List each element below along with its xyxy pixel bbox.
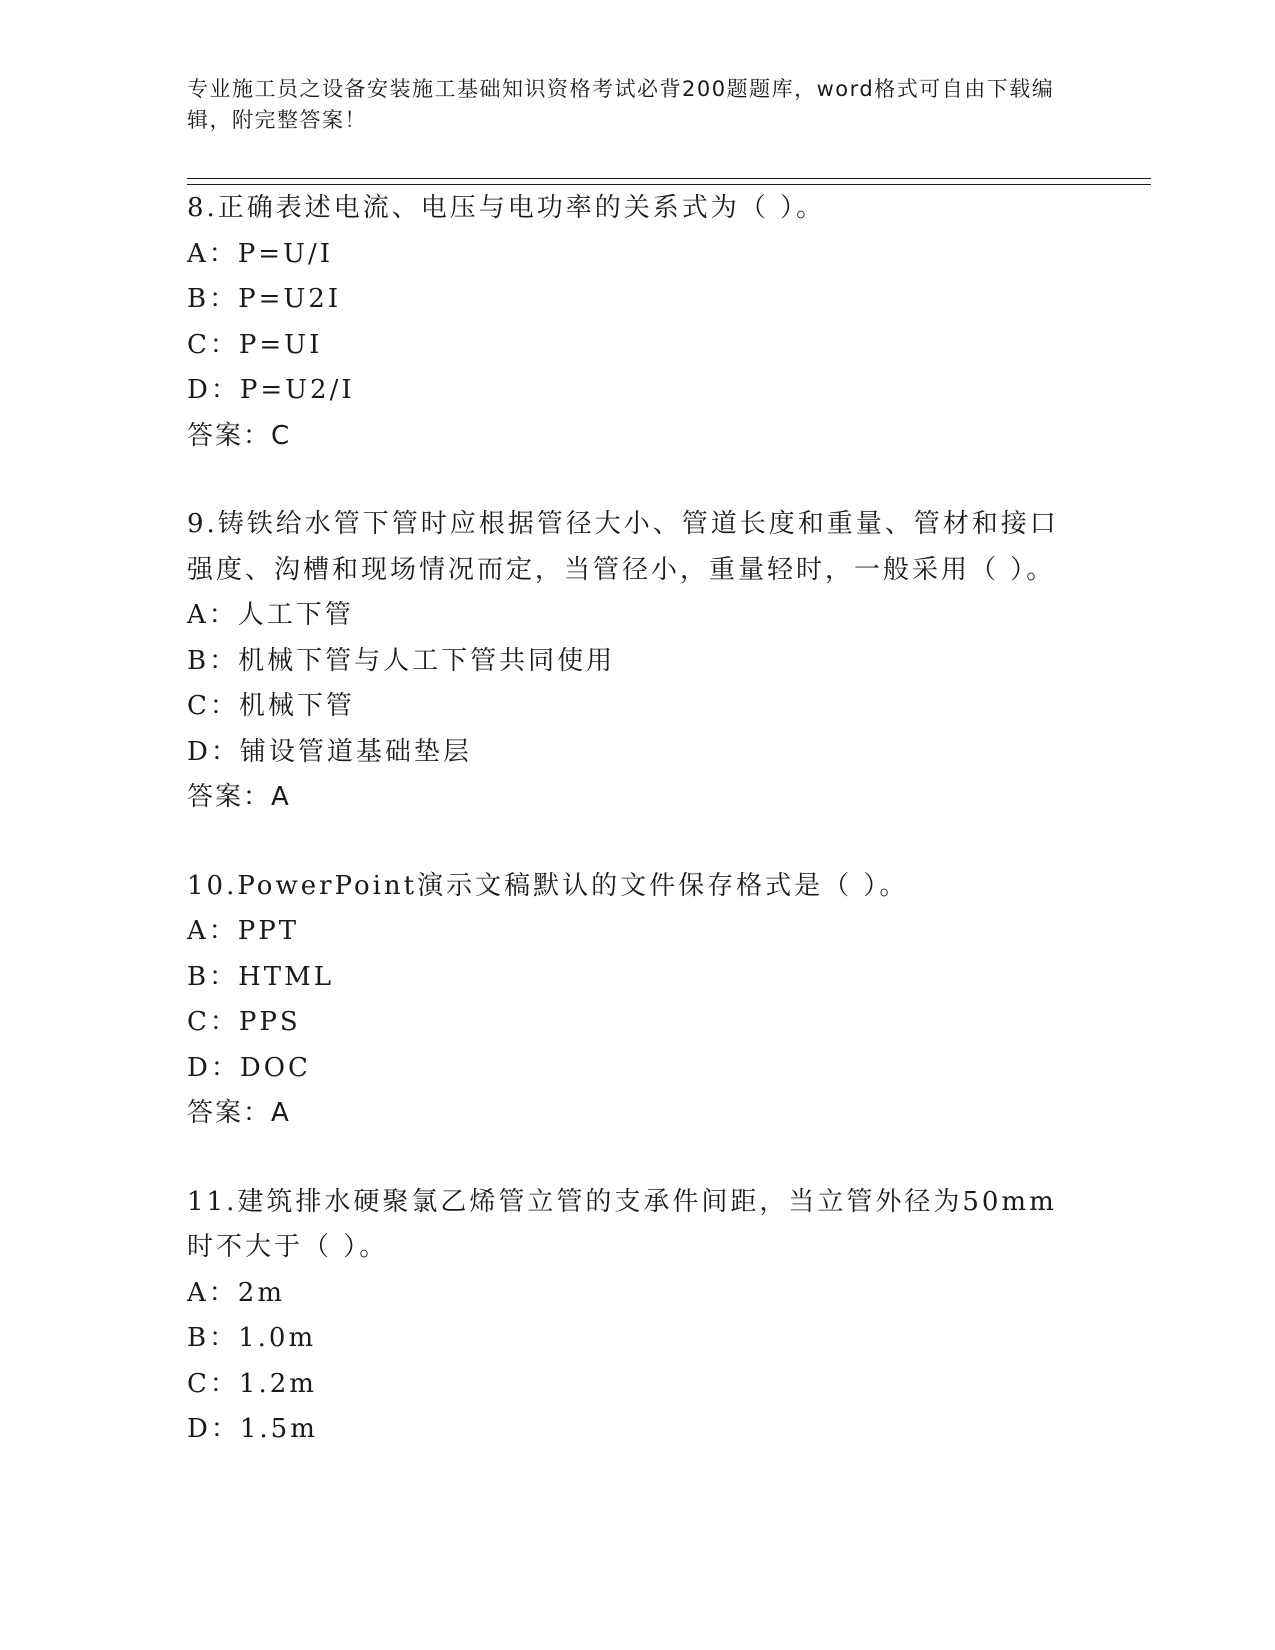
option-c bbox=[187, 1362, 1147, 1408]
question-11 bbox=[187, 1180, 1147, 1453]
option-key: B： bbox=[187, 645, 239, 676]
option-d bbox=[187, 730, 1147, 776]
option-text: P=U2/I bbox=[239, 375, 355, 405]
option-key: C： bbox=[187, 1368, 239, 1399]
option-key: B： bbox=[187, 961, 239, 992]
option-key: D： bbox=[187, 1414, 240, 1444]
option-text: 2m bbox=[237, 1277, 285, 1308]
option-a bbox=[187, 909, 1147, 955]
option-text: 铺设管道基础垫层 bbox=[239, 736, 472, 767]
question-stem: 10.PowerPoint演示文稿默认的文件保存格式是（ ）。 bbox=[187, 870, 909, 901]
option-text: PPT bbox=[237, 916, 300, 946]
option-d bbox=[187, 1407, 1147, 1453]
option-key: C： bbox=[187, 691, 239, 721]
question-stem: 8.正确表述电流、电压与电功率的关系式为（ ）。 bbox=[187, 193, 826, 223]
option-key: D： bbox=[187, 375, 240, 405]
answer-line: 答案：A bbox=[187, 782, 291, 812]
option-key: A： bbox=[187, 1277, 238, 1308]
option-d bbox=[187, 1046, 1147, 1092]
option-b bbox=[187, 639, 1147, 685]
question-10 bbox=[187, 864, 1147, 1137]
option-key: B： bbox=[187, 284, 239, 314]
option-key: B： bbox=[187, 1323, 239, 1353]
question-stem: 11.建筑排水硬聚氯乙烯管立管的支承件间距，当立管外径为50mm时不大于（ ）。 bbox=[187, 1186, 1057, 1262]
option-key: A： bbox=[187, 238, 238, 269]
option-text: P=U2I bbox=[238, 284, 342, 314]
document-intro: 专业施工员之设备安装施工基础知识资格考试必背200题题库，word格式可自由下载编辑，附完整答案！ bbox=[187, 77, 1055, 132]
option-text: 人工下管 bbox=[237, 600, 354, 630]
option-a bbox=[187, 593, 1147, 639]
option-text: 机械下管 bbox=[238, 691, 355, 721]
option-text: P=U/I bbox=[237, 238, 334, 269]
option-c bbox=[187, 684, 1147, 730]
option-b bbox=[187, 955, 1147, 1001]
option-text: 机械下管与人工下管共同使用 bbox=[238, 645, 616, 676]
option-text: P=UI bbox=[238, 329, 323, 360]
option-text: 1.0m bbox=[238, 1323, 317, 1353]
option-key: D： bbox=[187, 1052, 240, 1083]
option-b bbox=[187, 277, 1147, 323]
option-c bbox=[187, 1000, 1147, 1046]
option-key: D： bbox=[187, 736, 240, 767]
option-text: 1.5m bbox=[239, 1414, 318, 1444]
option-text: PPS bbox=[238, 1007, 301, 1037]
option-text: DOC bbox=[239, 1052, 311, 1083]
question-list bbox=[187, 186, 1147, 1496]
question-8 bbox=[187, 186, 1147, 459]
option-a bbox=[187, 232, 1147, 278]
option-a bbox=[187, 1271, 1147, 1317]
option-text: HTML bbox=[238, 961, 335, 992]
question-9 bbox=[187, 502, 1147, 821]
option-key: A： bbox=[187, 916, 238, 946]
question-stem: 9.铸铁给水管下管时应根据管径大小、管道长度和重量、管材和接口强度、沟槽和现场情况而定，当管径小，重量轻时，一般采用（ ）。 bbox=[187, 509, 1059, 585]
option-key: C： bbox=[187, 329, 239, 360]
option-key: C： bbox=[187, 1007, 239, 1037]
option-text: 1.2m bbox=[238, 1368, 317, 1399]
answer-line: 答案：C bbox=[187, 420, 292, 451]
option-d bbox=[187, 368, 1147, 414]
option-b bbox=[187, 1316, 1147, 1362]
option-key: A： bbox=[187, 600, 238, 630]
answer-line: 答案：A bbox=[187, 1098, 291, 1128]
option-c bbox=[187, 323, 1147, 369]
header-double-rule bbox=[187, 178, 1151, 185]
